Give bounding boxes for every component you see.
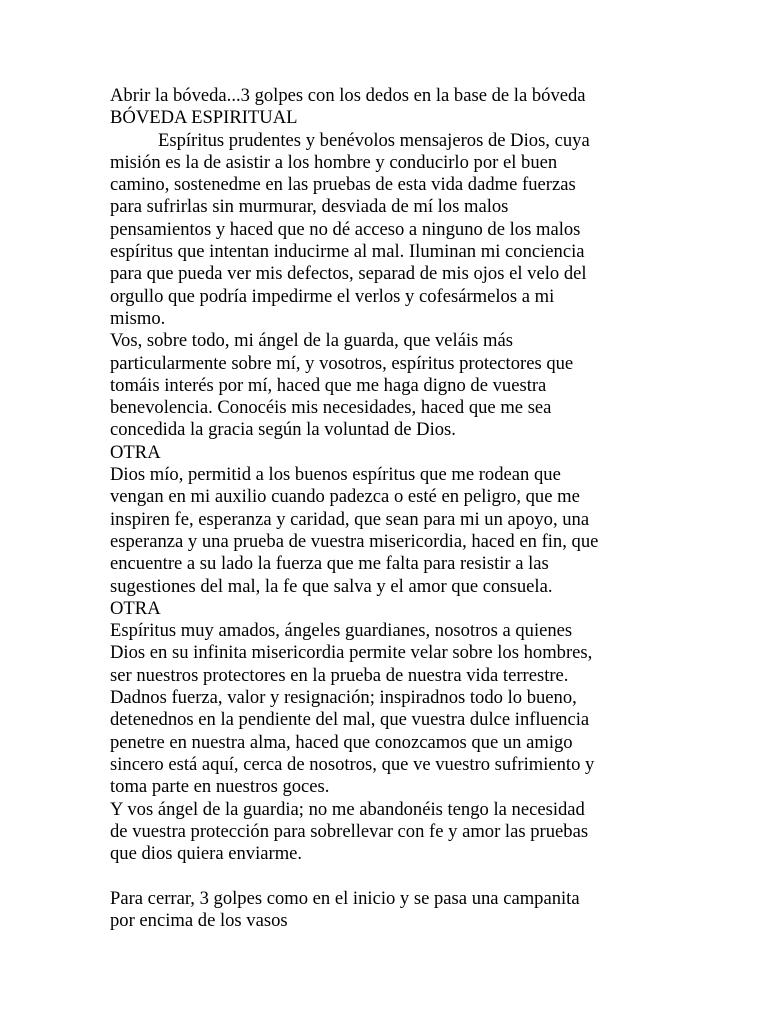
prayer-paragraph xyxy=(110,799,670,866)
text-line: OTRA xyxy=(110,597,161,619)
prayer-paragraph xyxy=(110,130,670,331)
instruction-line: Abrir la bóveda...3 golpes con los dedos en la base de la bóveda xyxy=(110,85,586,106)
text-line: Y vos ángel de la guardia; no me abandonéis tengo la necesidad xyxy=(110,798,585,820)
text-line: encuentre a su lado la fuerza que me falta para resistir a las xyxy=(110,553,549,575)
prayer-body xyxy=(110,130,670,866)
section-heading xyxy=(110,442,670,464)
blank-line xyxy=(110,865,670,887)
text-line: detenednos en la pendiente del mal, que vuestra dulce influencia xyxy=(110,709,590,731)
text-line: de vuestra protección para sobrellevar con fe y amor las pruebas xyxy=(110,820,589,842)
text-line: mismo. xyxy=(110,307,166,329)
text-line: camino, sostenedme en las pruebas de esta vida dadme fuerzas xyxy=(110,174,576,196)
text-line: inspiren fe, esperanza y caridad, que sean para mi un apoyo, una xyxy=(110,508,590,530)
text-line: para sufrirlas sin murmurar, desviada de mí los malos xyxy=(110,196,509,218)
text-line: benevolencia. Conocéis mis necesidades, haced que me sea xyxy=(110,397,552,419)
text-line: pensamientos y haced que no dé acceso a ninguno de los malos xyxy=(110,218,581,240)
document-title: BÓVEDA ESPIRITUAL xyxy=(110,107,298,129)
text-line: esperanza y una prueba de vuestra misericordia, haced en fin, que xyxy=(110,530,599,552)
section-heading xyxy=(110,598,670,620)
text-line: concedida la gracia según la voluntad de Dios. xyxy=(110,419,456,441)
text-line: penetre en nuestra alma, haced que conozcamos que un amigo xyxy=(110,731,573,753)
text-line: ser nuestros protectores en la prueba de nuestra vida terrestre. xyxy=(110,664,569,686)
text-line: que dios quiera enviarme. xyxy=(110,843,303,865)
text-line: misión es la de asistir a los hombre y conducirlo por el buen xyxy=(110,151,558,173)
text-line: Para cerrar, 3 golpes como en el inicio y se pasa una campanita xyxy=(110,887,580,909)
prayer-paragraph xyxy=(110,330,670,441)
text-line: particularmente sobre mí, y vosotros, espíritus protectores que xyxy=(110,352,574,374)
prayer-paragraph xyxy=(110,464,670,598)
text-line: vengan en mi auxilio cuando padezca o esté en peligro, que me xyxy=(110,486,580,508)
text-line: Dios en su infinita misericordia permite velar sobre los hombres, xyxy=(110,642,593,664)
text-line: Vos, sobre todo, mi ángel de la guarda, que veláis más xyxy=(110,330,513,352)
text-line: sugestiones del mal, la fe que salva y el amor que consuela. xyxy=(110,575,553,597)
text-line: toma parte en nuestros goces. xyxy=(110,776,330,798)
text-line: Dios mío, permitid a los buenos espíritus que me rodean que xyxy=(110,464,561,486)
closing-instruction xyxy=(110,888,670,933)
text-line: espíritus que intentan inducirme al mal. Iluminan mi conciencia xyxy=(110,241,585,263)
text-line: OTRA xyxy=(110,441,161,463)
text-line: Espíritus muy amados, ángeles guardianes, nosotros a quienes xyxy=(110,620,573,642)
text-line: Dadnos fuerza, valor y resignación; inspiradnos todo lo bueno, xyxy=(110,687,577,709)
text-line: tomáis interés por mí, haced que me haga digno de vuestra xyxy=(110,374,547,396)
text-line: orgullo que podría impedirme el verlos y cofesármelos a mi xyxy=(110,285,555,307)
text-line: para que pueda ver mis defectos, separad de mis ojos el velo del xyxy=(110,263,587,285)
text-line: sincero está aquí, cerca de nosotros, que ve vuestro sufrimiento y xyxy=(110,753,595,775)
prayer-paragraph xyxy=(110,620,670,798)
text-line: por encima de los vasos xyxy=(110,909,288,931)
document-page xyxy=(110,85,670,932)
text-line: Espíritus prudentes y benévolos mensajeros de Dios, cuya xyxy=(158,129,590,151)
